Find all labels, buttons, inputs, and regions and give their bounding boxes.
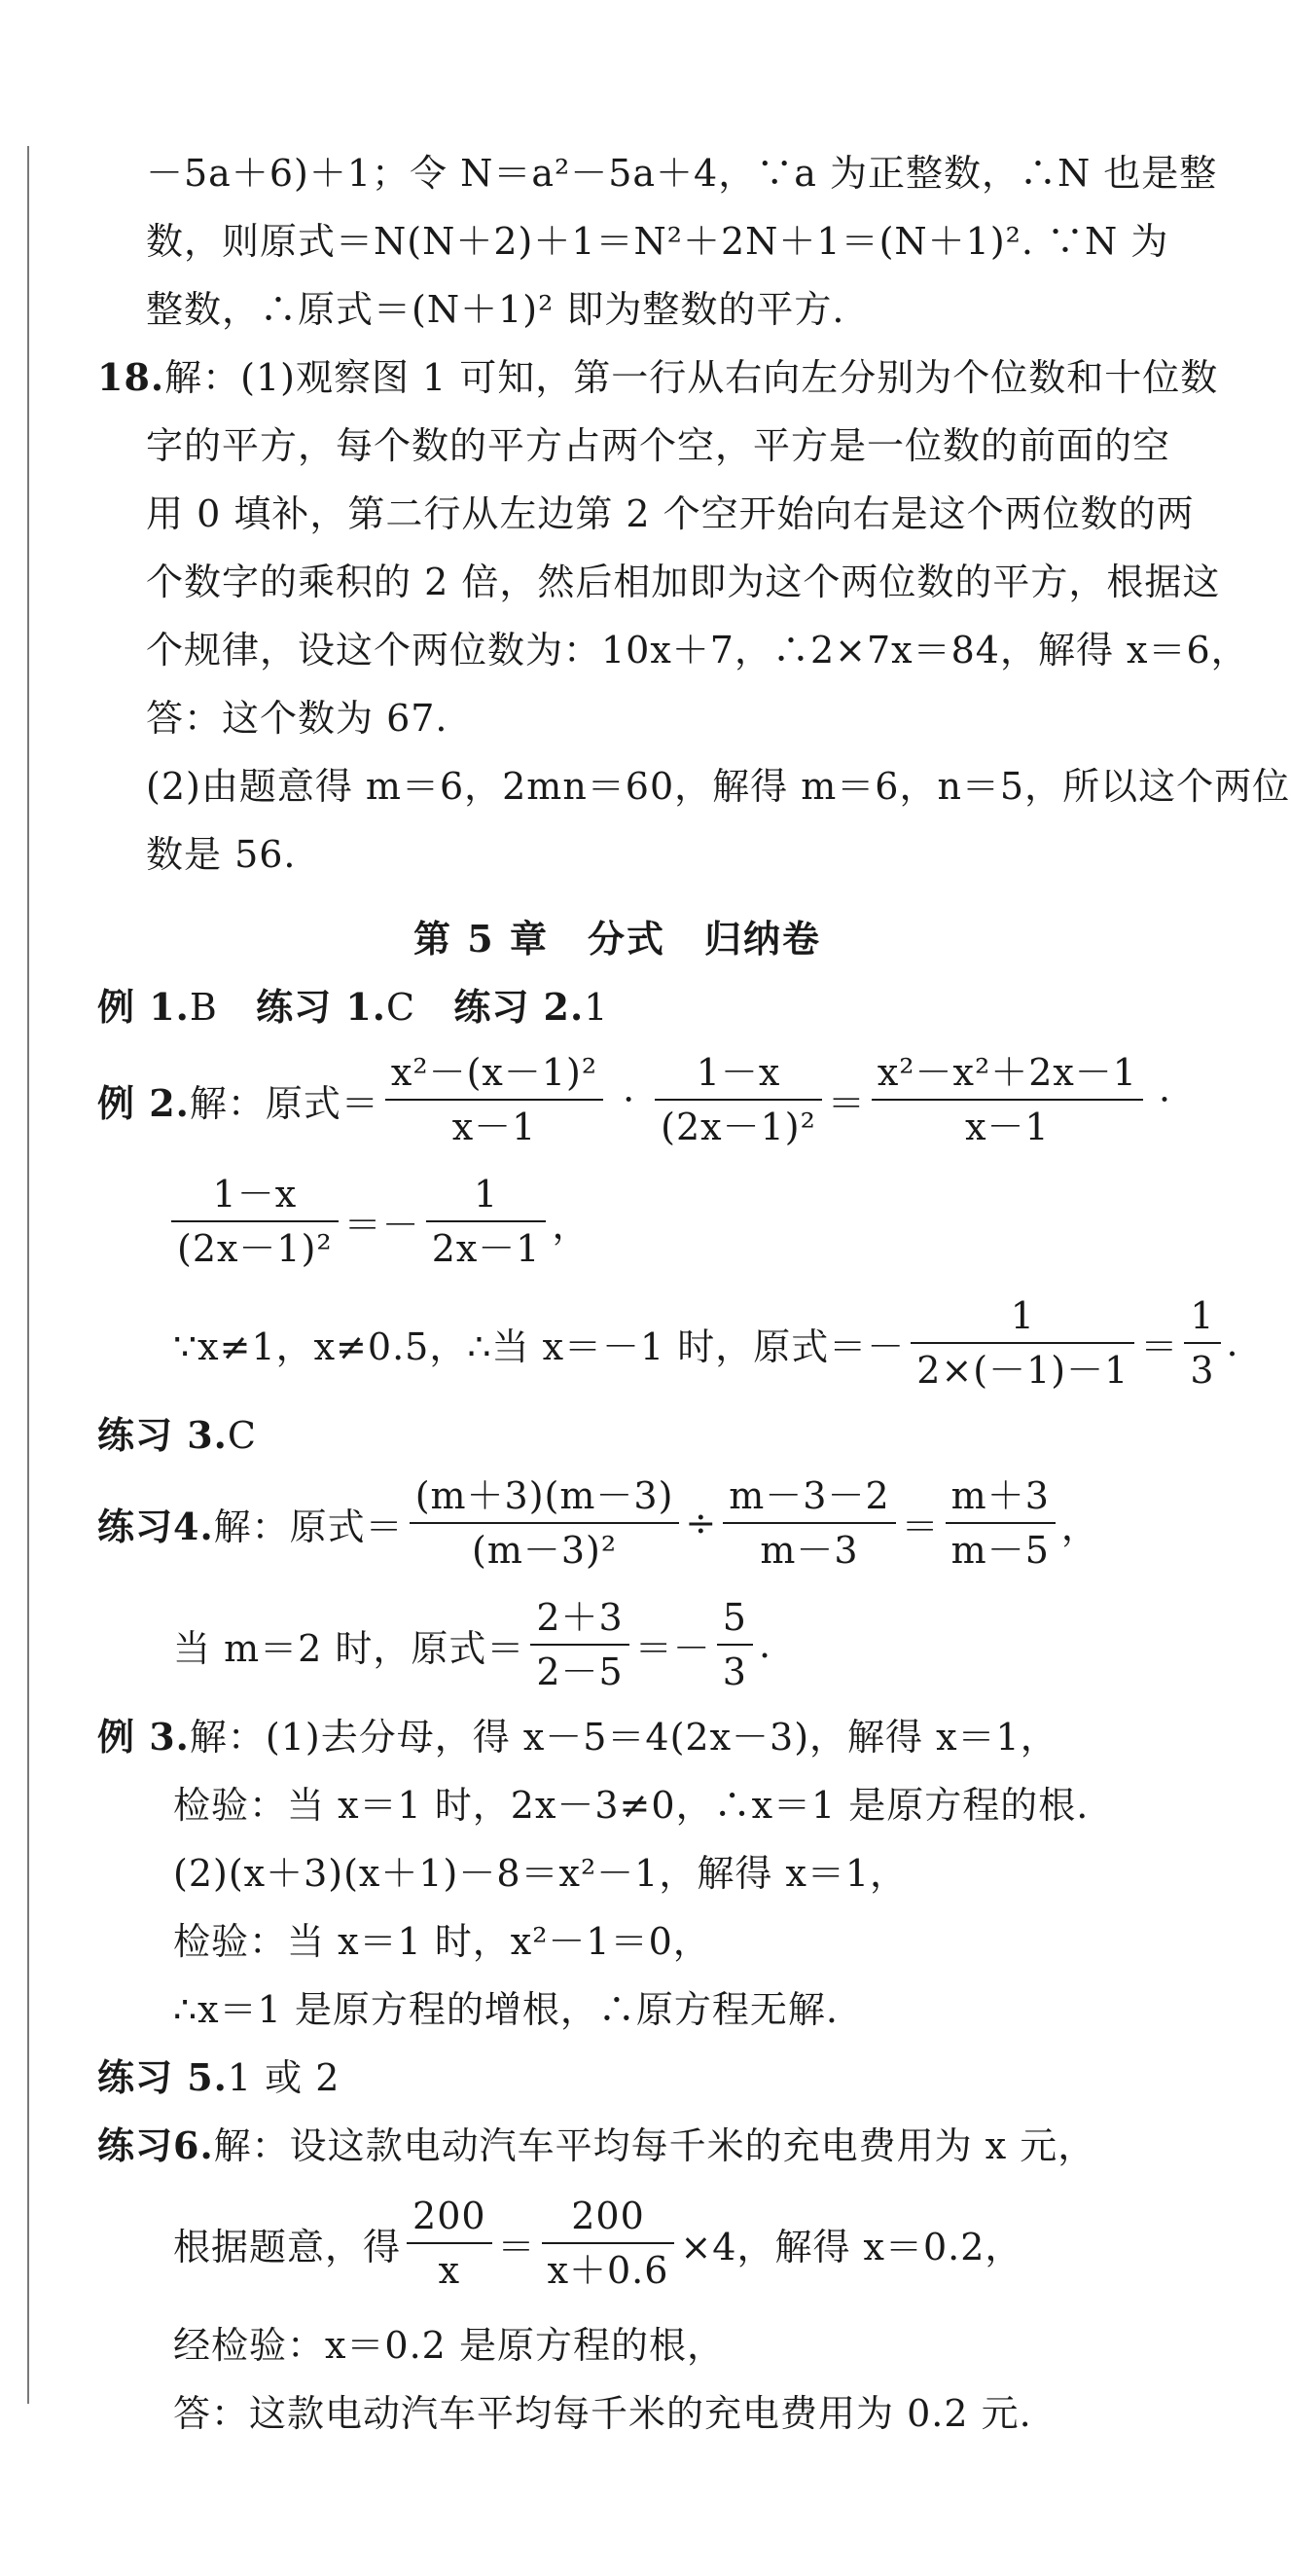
- practice-4-condition: 当 m＝2 时，原式＝: [173, 1626, 525, 1670]
- practice-3-label: 练习 3.: [97, 1413, 228, 1457]
- practice-4-lead: 解：原式＝: [213, 1505, 404, 1548]
- p18-line-7: (2)由题意得 m＝6，2mn＝60，解得 m＝6，n＝5，所以这个两位: [146, 765, 1290, 808]
- practice-3-answer: C: [227, 1414, 257, 1457]
- equals-minus: ＝－: [343, 1203, 420, 1247]
- p18-line-6: 答：这个数为 67.: [146, 697, 448, 740]
- fraction: [407, 2190, 492, 2297]
- practice-6-line-3: 经检验：x＝0.2 是原方程的根，: [173, 2324, 725, 2367]
- p18-text-1: 解：(1)观察图 1 可知，第一行从右向左分别为个位数和十位数: [164, 356, 1219, 399]
- practice-6-line-2: [173, 2185, 1022, 2302]
- fraction: [530, 1591, 628, 1698]
- period: .: [758, 1623, 772, 1666]
- p18-line-2: 字的平方，每个数的平方占两个空，平方是一位数的前面的空: [146, 424, 1171, 467]
- example-3-label: 例 3.: [97, 1715, 190, 1759]
- chapter-title: 第 5 章 分式 归纳卷: [413, 917, 821, 961]
- example-1-answer: B: [189, 986, 218, 1029]
- fraction: [426, 1168, 547, 1275]
- practice-4-label: 练习4.: [97, 1504, 214, 1548]
- equals-sign: ＝: [901, 1505, 940, 1548]
- example-2-line-1: [97, 1041, 1171, 1158]
- fraction-denominator: m－3: [760, 1529, 859, 1572]
- fraction-denominator: (m－3)²: [472, 1529, 618, 1572]
- practice-6-text-1: 解：设这款电动汽车平均每千米的充电费用为 x 元，: [213, 2124, 1096, 2167]
- fraction-numerator: (m＋3)(m－3): [410, 1469, 680, 1524]
- fraction-denominator: 2－5: [536, 1651, 624, 1693]
- p17-line-3: 整数，∴原式＝(N＋1)² 即为整数的平方.: [146, 288, 845, 331]
- comma: ，: [1060, 1505, 1099, 1548]
- fraction-numerator: 1: [1184, 1289, 1220, 1344]
- fraction: [410, 1469, 680, 1577]
- fraction-numerator: 1－x: [171, 1168, 339, 1222]
- fraction-denominator: m－5: [950, 1529, 1050, 1572]
- fraction-denominator: 3: [722, 1651, 747, 1693]
- equals-sign: ＝: [497, 2225, 536, 2268]
- equals-minus: ＝－: [634, 1626, 711, 1670]
- practice-1-answer: C: [386, 986, 416, 1029]
- practice-6-line-1: [97, 2117, 1095, 2175]
- example-1-label: 例 1.: [97, 985, 190, 1029]
- fraction-numerator: m＋3: [946, 1469, 1056, 1524]
- fraction: [872, 1046, 1143, 1153]
- example-3-line-1: [97, 1708, 1058, 1766]
- fraction: [655, 1046, 822, 1153]
- practice-2-answer: 1: [584, 986, 609, 1029]
- p17-line-1: －5a＋6)＋1；令 N＝a²－5a＋4，∵a 为正整数，∴N 也是整: [146, 152, 1218, 195]
- p18-line-4: 个数字的乘积的 2 倍，然后相加即为这个两位数的平方，根据这: [146, 561, 1221, 603]
- p18-line-3: 用 0 填补，第二行从左边第 2 个空开始向右是这个两位数的两: [146, 492, 1195, 535]
- fraction-denominator: x－1: [965, 1106, 1050, 1148]
- example-3-line-2: 检验：当 x＝1 时，2x－3≠0，∴x＝1 是原方程的根.: [173, 1784, 1090, 1827]
- p18-line-5: 个规律，设这个两位数为：10x＋7，∴2×7x＝84，解得 x＝6，: [146, 629, 1249, 671]
- fraction-denominator: x＋0.6: [547, 2249, 669, 2292]
- practice-5-line: [97, 2049, 340, 2107]
- fraction-numerator: 2＋3: [530, 1591, 628, 1646]
- practice-5-label: 练习 5.: [97, 2055, 228, 2099]
- example-1-line: [97, 978, 608, 1036]
- fraction-numerator: 200: [407, 2190, 492, 2244]
- fraction: [723, 1469, 895, 1577]
- fraction: [385, 1046, 603, 1153]
- fraction-denominator: x－1: [451, 1106, 537, 1148]
- margin-line: [27, 146, 29, 2404]
- fraction: [542, 2190, 675, 2297]
- equals-sign: ＝: [827, 1081, 866, 1125]
- example-2-label: 例 2.: [97, 1080, 190, 1125]
- fraction-numerator: 1: [911, 1289, 1134, 1344]
- fraction-numerator: x²－x²＋2x－1: [872, 1046, 1143, 1101]
- fraction-numerator: 1－x: [655, 1046, 822, 1101]
- fraction-numerator: x²－(x－1)²: [385, 1046, 603, 1101]
- equals-sign: ＝: [1140, 1324, 1179, 1368]
- practice-4-line-1: [97, 1465, 1099, 1581]
- practice-3-line: [97, 1406, 257, 1465]
- practice-6-label: 练习6.: [97, 2123, 214, 2167]
- fraction: [717, 1591, 753, 1698]
- divide-sign: ÷: [685, 1502, 718, 1544]
- fraction-denominator: 2×(－1)－1: [916, 1349, 1129, 1392]
- fraction-denominator: 3: [1190, 1349, 1215, 1392]
- p18-line-1: [97, 348, 1218, 407]
- fraction: [946, 1469, 1056, 1577]
- example-3-text-1: 解：(1)去分母，得 x－5＝4(2x－3)，解得 x＝1，: [189, 1716, 1058, 1759]
- example-3-line-3: (2)(x＋3)(x＋1)－8＝x²－1，解得 x＝1，: [173, 1852, 909, 1895]
- practice-1-label: 练习 1.: [256, 985, 386, 1029]
- fraction-numerator: m－3－2: [723, 1469, 895, 1524]
- p18-label: 18.: [97, 355, 165, 399]
- p17-line-2: 数，则原式＝N(N＋2)＋1＝N²＋2N＋1＝(N＋1)². ∵N 为: [146, 220, 1169, 263]
- practice-4-line-2: [173, 1586, 771, 1703]
- fraction-denominator: 2x－1: [431, 1227, 541, 1270]
- fraction-denominator: (2x－1)²: [177, 1227, 333, 1270]
- fraction: [171, 1168, 339, 1275]
- fraction-numerator: 1: [426, 1168, 547, 1222]
- fraction-numerator: 5: [717, 1591, 753, 1646]
- fraction: [1184, 1289, 1220, 1397]
- practice-6-tail: ×4，解得 x＝0.2，: [680, 2225, 1023, 2268]
- dot-operator: ·: [1158, 1078, 1172, 1121]
- fraction-denominator: (2x－1)²: [661, 1106, 816, 1148]
- practice-5-answer: 1 或 2: [227, 2056, 340, 2099]
- example-2-line-3: [173, 1285, 1239, 1401]
- fraction-numerator: 200: [542, 2190, 675, 2244]
- example-3-line-4: 检验：当 x＝1 时，x²－1＝0，: [173, 1920, 711, 1963]
- dot-operator: ·: [623, 1078, 636, 1121]
- p18-line-8: 数是 56.: [146, 833, 297, 876]
- example-2-condition: ∵x≠1，x≠0.5，∴当 x＝－1 时，原式＝－: [173, 1324, 906, 1368]
- practice-2-label: 练习 2.: [453, 985, 585, 1029]
- example-3-line-5: ∴x＝1 是原方程的增根，∴原方程无解.: [173, 1988, 839, 2031]
- fraction-denominator: x: [438, 2249, 460, 2292]
- fraction: [911, 1289, 1134, 1397]
- period: .: [1226, 1322, 1239, 1364]
- comma: ，: [552, 1203, 591, 1247]
- practice-6-line-4: 答：这款电动汽车平均每千米的充电费用为 0.2 元.: [173, 2392, 1032, 2435]
- example-2-lead: 解：原式＝: [189, 1081, 379, 1125]
- practice-6-lead: 根据题意，得: [173, 2225, 402, 2268]
- example-2-line-2: [165, 1163, 591, 1280]
